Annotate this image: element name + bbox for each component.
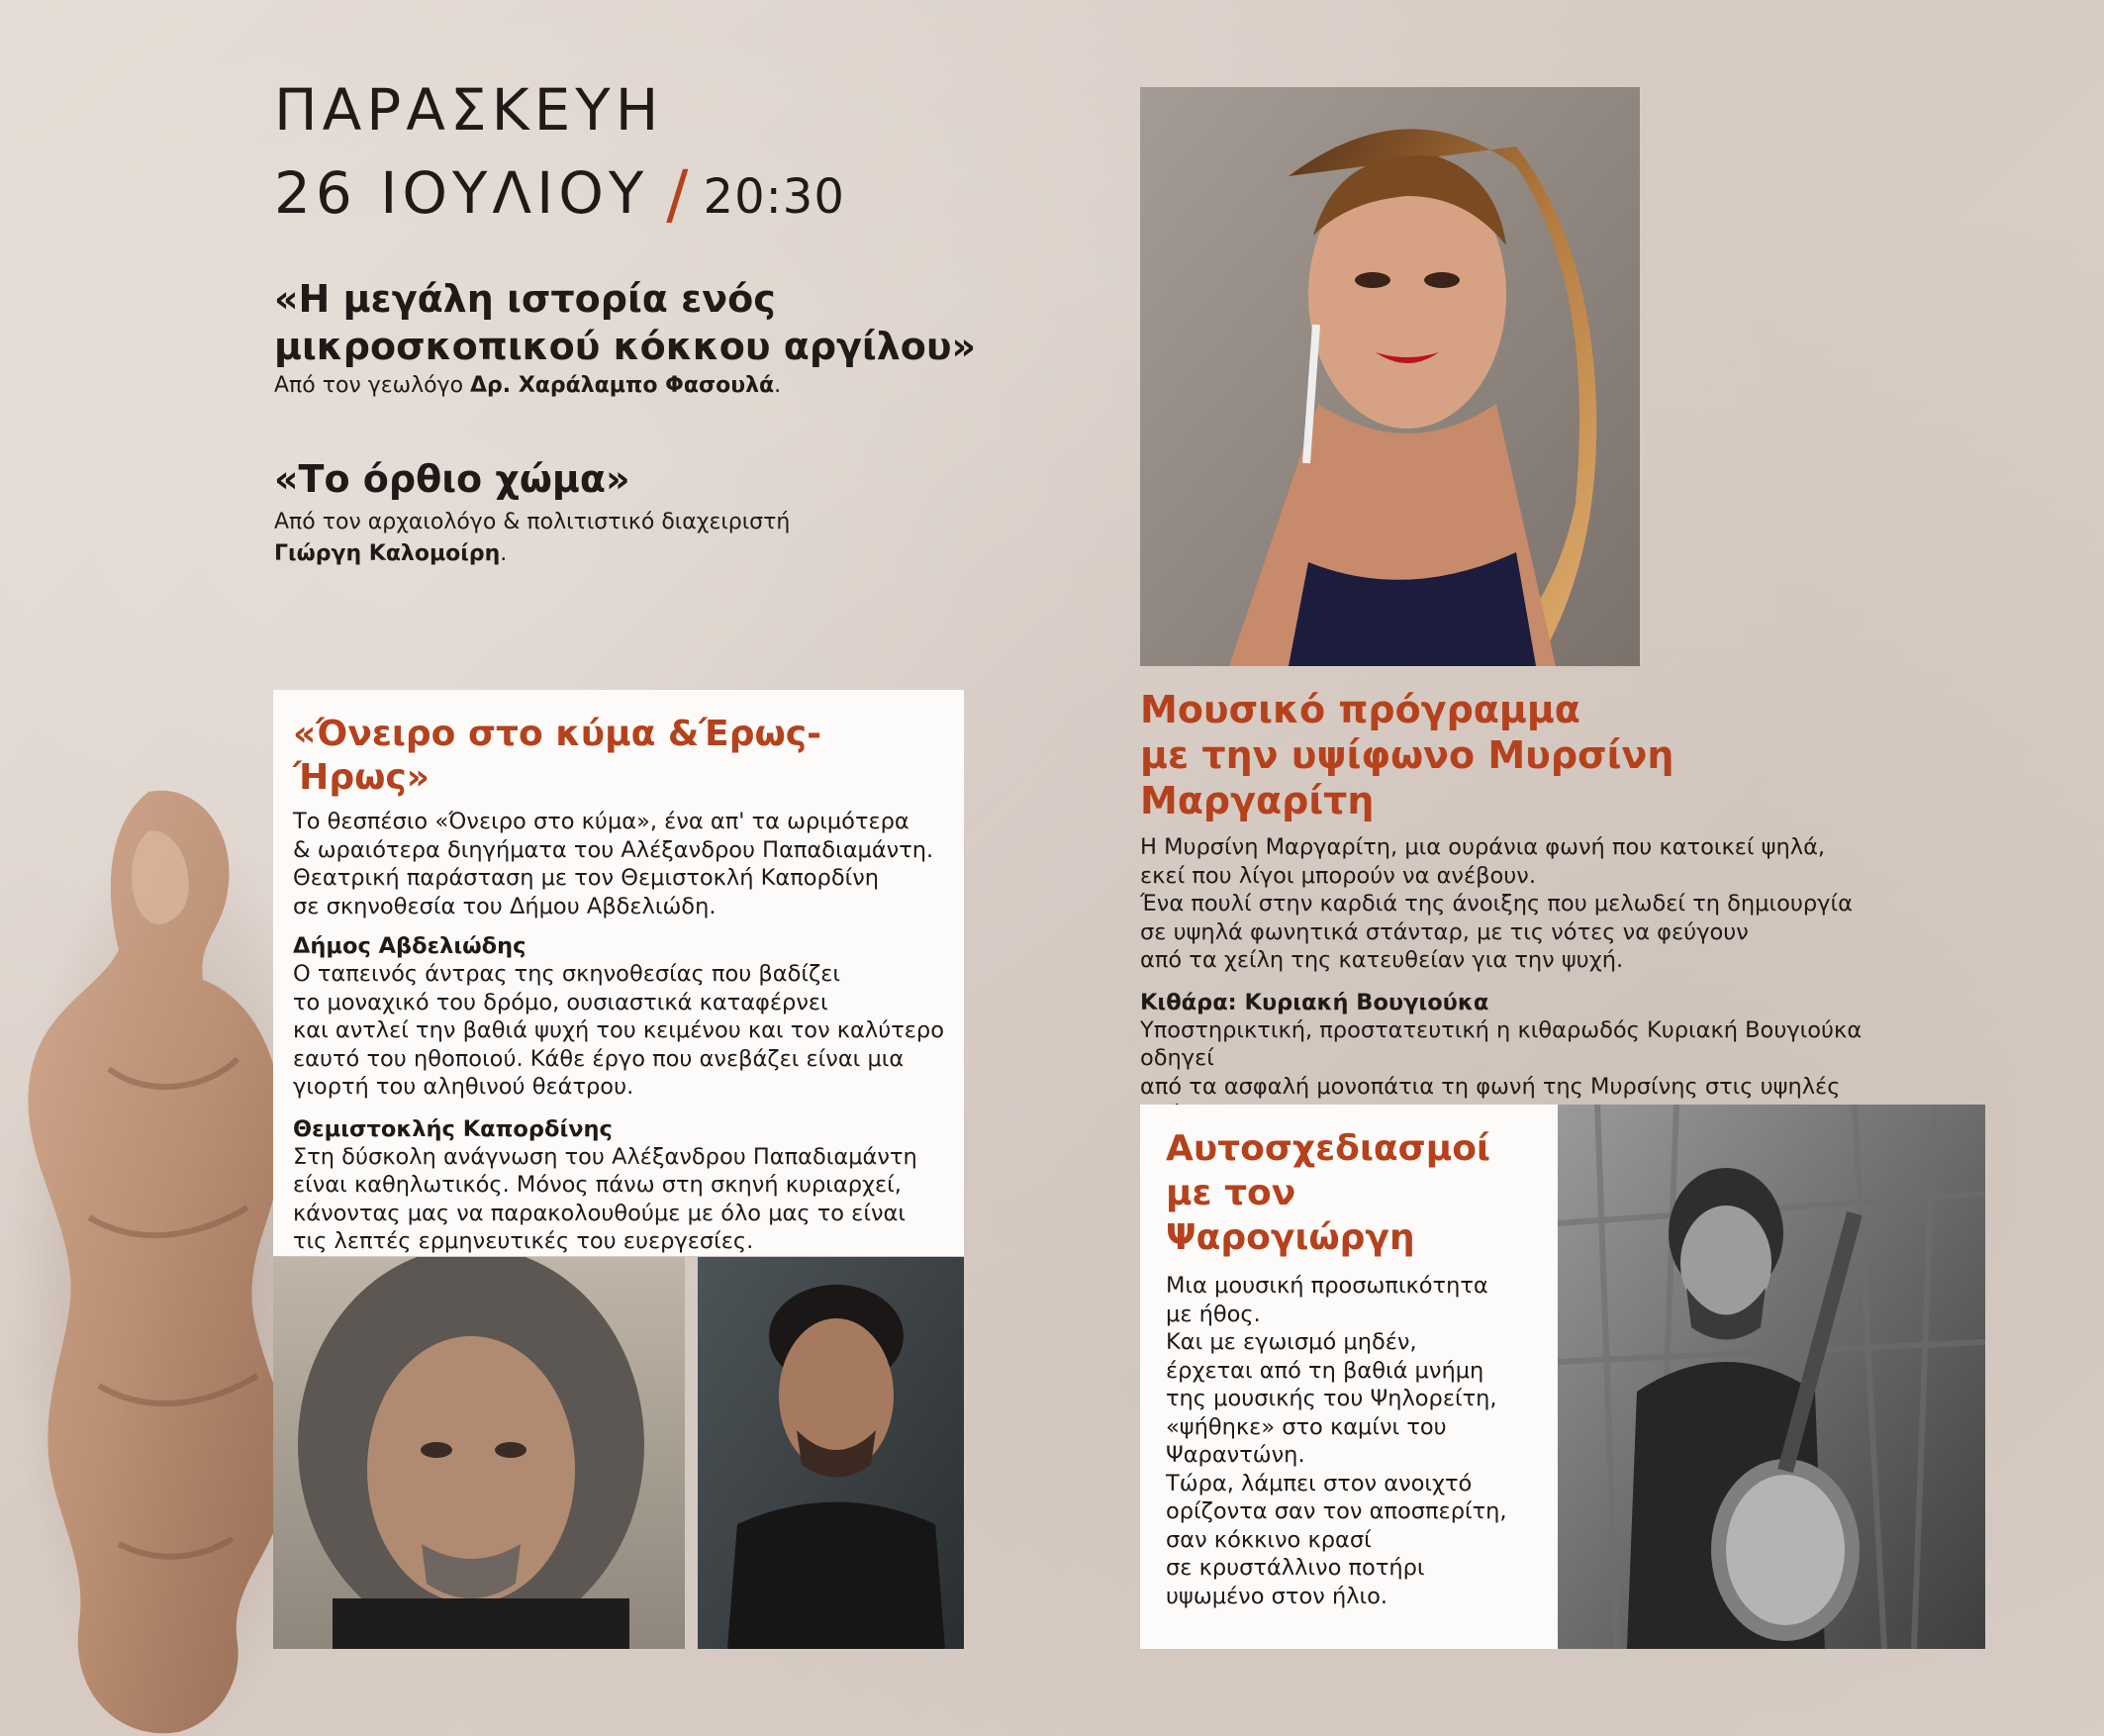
actor-bio-line: κάνοντας μας να παρακολουθούμε με όλο μας το είναι [293,1200,906,1226]
improv-title-line: Αυτοσχεδιασμοί [1166,1128,1490,1169]
improv-content [1166,1126,1552,1610]
improv-desc-line: σε κρυστάλλινο ποτήρι [1166,1555,1425,1581]
guitar-desc-line: Υποστηρικτική, προστατευτική η κιθαρωδός Κυριακή Βουγιούκα οδηγεί [1140,1016,1863,1071]
theatre-title: «Όνειρο στο κύμα &Έρως-Ήρως» [293,714,822,798]
separator-slash: / [666,156,694,233]
talk-1-speaker: Δρ. Χαράλαμπο Φασουλά [470,373,775,398]
time-label: 20:30 [703,169,845,225]
improv-desc-line: Μια μουσική προσωπικότητα [1166,1273,1488,1299]
talk-1-title-line-1: «Η μεγάλη ιστορία ενός [274,277,776,321]
director-photo [273,1257,685,1649]
improv-desc-line: Τώρα, λάμπει στον ανοιχτό [1166,1470,1473,1496]
actor-bio-line: είναι καθηλωτικός. Μόνος πάνω στη σκηνή κυριαρχεί, [293,1172,902,1198]
improv-desc-line: Και με εγωισμό μηδέν, [1166,1329,1417,1355]
improv-desc-line: της μουσικής του Ψηλορείτη, [1166,1386,1497,1411]
theatre-intro-line: σε σκηνοθεσία του Δήμου Αβδελιώδη. [293,893,717,919]
music-desc-line: Η Μυρσίνη Μαργαρίτη, μια ουράνια φωνή που κατοικεί ψηλά, [1140,834,1826,860]
improv-desc-line: σαν κόκκινο κρασί [1166,1526,1372,1553]
talk-1-title-line-2: μικροσκοπικού κόκκου αργίλου» [274,325,977,368]
director-name: Δήμος Αβδελιώδης [293,933,526,959]
director-bio-line: Ο ταπεινός άντρας της σκηνοθεσίας που βαδίζει [293,961,841,987]
director-bio-line: γιορτή του αληθινού θεάτρου. [293,1074,634,1100]
talk-2-speaker: Γιώργη Καλομοίρη [274,541,501,566]
improv-desc-line: ορίζοντα σαν τον αποσπερίτη, [1166,1498,1507,1524]
talk-2-by-suffix: . [500,541,508,566]
music-desc-line: εκεί που λίγοι μπορούν να ανέβουν. [1140,862,1537,889]
music-section [1140,687,1892,1129]
talk-2-title: «Το όρθιο χώμα» [274,457,630,501]
singer-photo [1140,87,1640,666]
music-desc-line: σε υψηλά φωνητικά στάνταρ, με τις νότες να φεύγουν [1140,918,1749,945]
theatre-intro-line: Θεατρική παράσταση με τον Θεμιστοκλή Καπορδίνη [293,865,880,891]
actor-name: Θεμιστοκλής Καπορδίνης [293,1115,613,1142]
talk-1 [274,275,976,402]
theatre-content [293,713,956,1256]
talk-1-by-suffix: . [774,373,782,398]
director-bio-line: εαυτό του ηθοποιού. Κάθε έργο που ανεβάζει είναι μια [293,1045,905,1072]
improv-title-line: Ψαρογιώργη [1166,1217,1415,1258]
music-desc-line: Ένα πουλί στην καρδιά της άνοιξης που μελωδεί τη δημιουργία [1140,891,1853,916]
talk-2-speaker-line [274,538,790,570]
improv-desc-line: Ψαραντώνη. [1166,1442,1305,1468]
actor-bio [293,1143,956,1256]
music-desc-line: από τα χείλη της κατευθείαν για την ψυχή. [1140,947,1624,973]
guitar-desc-line: από τα ασφαλή μονοπάτια τη φωνή της Μυρσίνης στις υψηλές [1140,1073,1841,1100]
improv-description [1166,1272,1552,1610]
improv-desc-line: «ψήθηκε» στο καμίνι του [1166,1413,1447,1440]
theatre-intro [293,808,956,920]
day-heading: ΠΑΡΑΣΚΕΥΗ [274,76,664,144]
improv-title-line: με τον [1166,1173,1296,1213]
musician-photo [1558,1105,1985,1649]
theatre-intro-line: & ωραιότερα διηγήματα του Αλέξανδρου Παπαδιαμάντη. [293,836,934,863]
talk-1-byline [274,370,976,402]
actor-bio-line: Στη δύσκολη ανάγνωση του Αλέξανδρου Παπαδιαμάντη [293,1143,917,1170]
guitar-label: Κιθάρα: Κυριακή Βουγιούκα [1140,989,1489,1015]
date-time-heading [274,156,845,233]
music-description [1140,833,1892,975]
date-label: 26 ΙΟΥΛΙΟΥ [274,159,649,227]
improv-desc-line: υψωμένο στον ήλιο. [1166,1583,1388,1609]
improv-desc-line: έρχεται από τη βαθιά μνήμη [1166,1357,1484,1384]
director-bio-line: και αντλεί την βαθιά ψυχή του κειμένου και τον καλύτερο [293,1017,944,1043]
actor-bio-line: τις λεπτές ερμηνευτικές του ευεργεσίες. [293,1228,754,1254]
director-bio [293,960,956,1102]
director-bio-line: το μοναχικό του δρόμο, ουσιαστικά καταφέρνει [293,989,828,1015]
improv-desc-line: με ήθος. [1166,1301,1261,1327]
music-title-line-2: με την υψίφωνο Μυρσίνη Μαργαρίτη [1140,733,1674,822]
talk-2 [274,455,790,570]
talk-2-by-line: Από τον αρχαιολόγο & πολιτιστικό διαχειριστή [274,510,791,534]
music-title-line-1: Μουσικό πρόγραμμα [1140,688,1580,731]
theatre-intro-line: Το θεσπέσιο «Όνειρο στο κύμα», ένα απ' τα ωριμότερα [293,809,909,834]
talk-1-by-prefix: Από τον γεωλόγο [274,373,471,398]
actor-photo [698,1257,964,1649]
